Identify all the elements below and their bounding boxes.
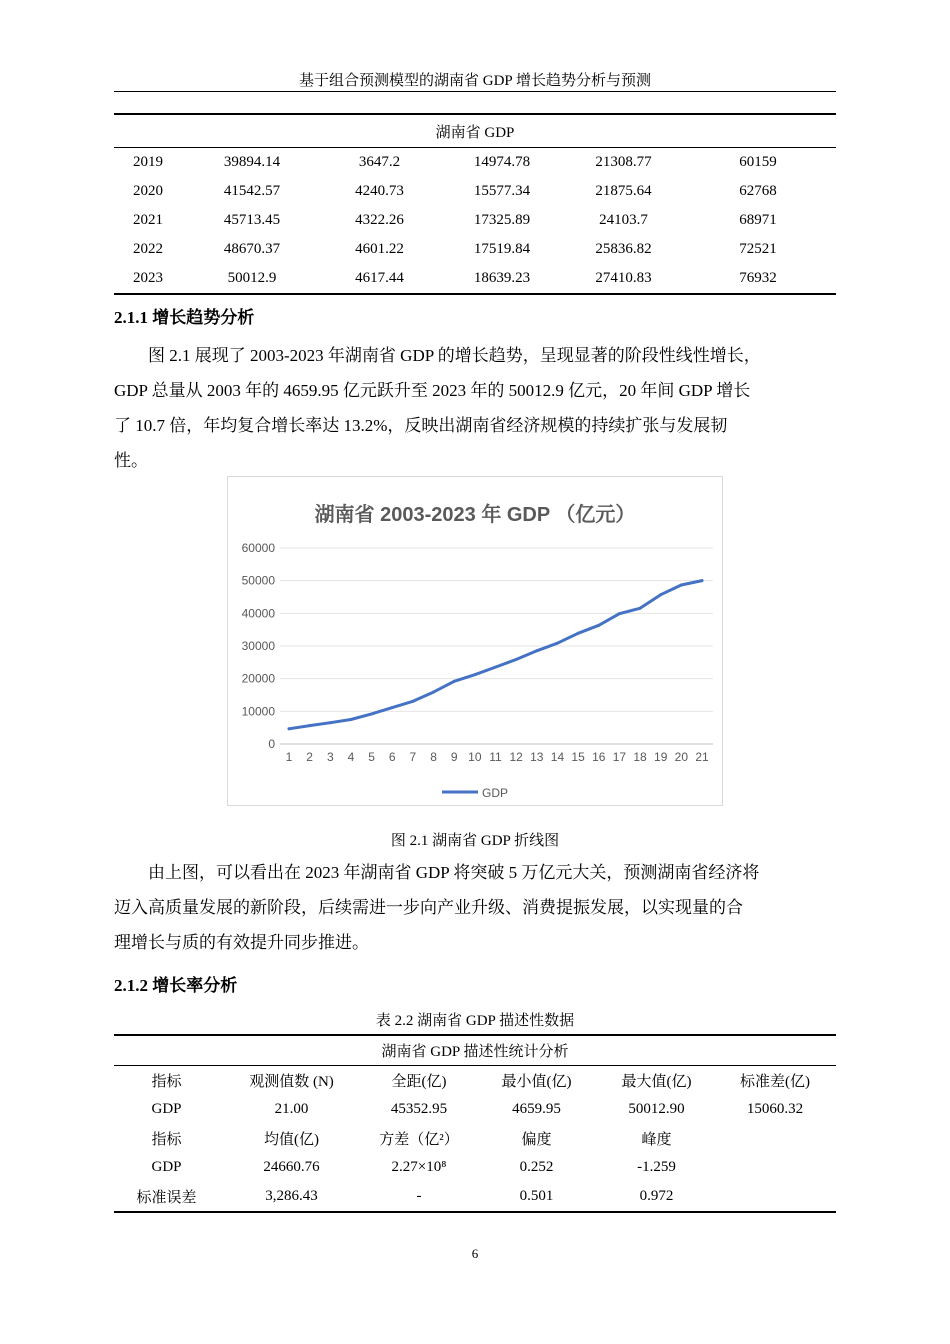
chart-gridlines bbox=[280, 548, 713, 744]
data-point bbox=[535, 649, 538, 652]
table-cell: 4601.22 bbox=[355, 241, 404, 257]
table-cell: 0.252 bbox=[519, 1159, 554, 1175]
table-cell bbox=[714, 1124, 836, 1153]
data-point bbox=[349, 718, 352, 721]
table-cell: 14974.78 bbox=[437, 148, 567, 178]
table-cell: 24103.7 bbox=[599, 212, 648, 228]
table-caption: 湖南省 GDP 描述性统计分析 bbox=[114, 1035, 836, 1066]
table-cell: 4240.73 bbox=[355, 183, 404, 199]
table-cell: 18639.23 bbox=[437, 264, 567, 294]
data-point bbox=[577, 632, 580, 635]
table-row bbox=[114, 177, 836, 206]
table-cell: 50012.9 bbox=[182, 264, 322, 294]
x-tick-label: 1 bbox=[285, 750, 293, 764]
data-point bbox=[639, 607, 642, 610]
data-point bbox=[391, 706, 394, 709]
table-row bbox=[114, 1066, 836, 1096]
table-cell: 27410.83 bbox=[567, 264, 680, 294]
table-row bbox=[114, 1182, 836, 1212]
x-tick-label: 19 bbox=[654, 750, 668, 764]
data-point bbox=[659, 593, 662, 596]
data-point bbox=[597, 624, 600, 627]
data-point bbox=[288, 727, 291, 730]
chart-title: 湖南省 2003-2023 年 GDP （亿元） bbox=[314, 504, 636, 526]
y-tick-label: 40000 bbox=[241, 606, 275, 621]
legend-label: GDP bbox=[482, 786, 509, 800]
data-point bbox=[515, 658, 518, 661]
table-cell: 2019 bbox=[114, 148, 182, 178]
chart-series bbox=[288, 579, 704, 730]
table-cell: 0.972 bbox=[599, 1182, 714, 1212]
x-tick-label: 20 bbox=[674, 750, 689, 764]
table-row bbox=[114, 148, 836, 178]
table-row bbox=[114, 1095, 836, 1124]
x-tick-label: 12 bbox=[509, 750, 523, 764]
paragraph-line: 图 2.1 展现了 2003-2023 年湖南省 GDP 的增长趋势，呈现显著的阶段性线性增长， bbox=[148, 346, 761, 365]
x-tick-label: 15 bbox=[571, 750, 585, 764]
y-tick-label: 0 bbox=[268, 737, 275, 751]
gdp-table bbox=[114, 113, 836, 295]
x-tick-label: 5 bbox=[368, 750, 375, 764]
descriptive-stats-table bbox=[114, 1034, 836, 1213]
y-tick-label: 30000 bbox=[241, 639, 275, 653]
y-tick-label: 20000 bbox=[241, 671, 275, 686]
paragraph-line: 理增长与质的有效提升同步推进。 bbox=[114, 933, 369, 952]
paragraph-outlook bbox=[114, 855, 836, 960]
x-tick-label: 3 bbox=[326, 750, 334, 764]
x-tick-label: 10 bbox=[468, 750, 482, 764]
table-cell: 偏度 bbox=[521, 1132, 552, 1148]
table-cell: 4659.95 bbox=[512, 1101, 561, 1117]
y-tick-label: 10000 bbox=[241, 704, 275, 719]
x-tick-label: 16 bbox=[592, 750, 606, 764]
table-row bbox=[114, 264, 836, 294]
x-tick-label: 8 bbox=[430, 750, 437, 764]
paragraph-line: 了 10.7 倍，年均复合增长率达 13.2%，反映出湖南省经济规模的持续扩张与发展韧 bbox=[114, 416, 728, 435]
table-cell: 45713.45 bbox=[223, 212, 281, 228]
table-cell: 2.27×10⁸ bbox=[391, 1159, 447, 1175]
data-point bbox=[680, 584, 683, 587]
paragraph-line: 性。 bbox=[114, 451, 148, 470]
x-tick-label: 18 bbox=[633, 750, 647, 764]
data-point bbox=[308, 724, 311, 727]
x-tick-label: 2 bbox=[306, 750, 313, 764]
data-point bbox=[556, 642, 559, 645]
data-point bbox=[618, 612, 621, 615]
data-point bbox=[453, 680, 456, 683]
x-tick-label: 6 bbox=[388, 750, 396, 764]
chart-x-ticks bbox=[286, 750, 709, 764]
x-tick-label: 17 bbox=[612, 750, 627, 764]
stats-table-body bbox=[114, 1035, 836, 1212]
table-cell: GDP bbox=[151, 1159, 182, 1175]
table-cell: 观测值数 (N) bbox=[219, 1066, 364, 1096]
gdp-table-body bbox=[114, 114, 836, 294]
table-cell: 21308.77 bbox=[567, 148, 680, 178]
data-point bbox=[370, 712, 373, 715]
paragraph-line: 由上图，可以看出在 2023 年湖南省 GDP 将突破 5 万亿元大关，预测湖南省经济将 bbox=[148, 863, 760, 882]
section-heading-growth-rate: 2.1.2 增长率分析 bbox=[114, 976, 238, 995]
table-cell: 4322.26 bbox=[355, 212, 404, 228]
x-tick-label: 13 bbox=[530, 750, 544, 764]
table-cell: 2020 bbox=[133, 183, 163, 199]
table-cell: 17325.89 bbox=[473, 212, 531, 228]
running-header: 基于组合预测模型的湖南省 GDP 增长趋势分析与预测 bbox=[299, 73, 651, 89]
table-cell: 21.00 bbox=[274, 1101, 309, 1117]
table-cell: 62768 bbox=[739, 183, 777, 199]
paragraph-line: GDP 总量从 2003 年的 4659.95 亿元跃升至 2023 年的 50012.9 亿元，20 年间 GDP 增长 bbox=[114, 381, 751, 400]
table-cell: 48670.37 bbox=[223, 241, 281, 257]
table-cell: 60159 bbox=[680, 148, 836, 178]
y-tick-label: 60000 bbox=[241, 541, 275, 555]
gdp-line-chart bbox=[227, 476, 723, 806]
table-cell: 2021 bbox=[133, 212, 163, 228]
table-cell: 76932 bbox=[680, 264, 836, 294]
table-cell bbox=[714, 1182, 836, 1212]
table-cell: 4617.44 bbox=[322, 264, 437, 294]
table-cell: 0.501 bbox=[474, 1182, 599, 1212]
table-cell: 3,286.43 bbox=[219, 1182, 364, 1212]
section-heading-growth-trend: 2.1.1 增长趋势分析 bbox=[114, 308, 255, 327]
page-number: 6 bbox=[471, 1246, 479, 1261]
table-cell: 25836.82 bbox=[595, 241, 652, 257]
x-tick-label: 21 bbox=[695, 750, 709, 764]
chart-y-ticks bbox=[242, 541, 276, 751]
table-cell: 17519.84 bbox=[473, 241, 531, 257]
table-cell: 方差（亿²） bbox=[379, 1132, 459, 1148]
x-tick-label: 14 bbox=[550, 750, 565, 764]
table-row bbox=[114, 1153, 836, 1182]
data-point bbox=[411, 700, 414, 703]
table-cell: - bbox=[364, 1182, 474, 1212]
table-cell: 最大值(亿) bbox=[599, 1066, 714, 1096]
table-cell: 3647.2 bbox=[322, 148, 437, 178]
table-row bbox=[114, 235, 836, 264]
data-point bbox=[329, 721, 332, 724]
table-row bbox=[114, 206, 836, 235]
table-cell: 标准误差 bbox=[114, 1182, 219, 1212]
table-cell: 15060.32 bbox=[746, 1101, 804, 1117]
table-cell: 15577.34 bbox=[473, 183, 531, 199]
data-point bbox=[494, 666, 497, 669]
table-cell: 39894.14 bbox=[182, 148, 322, 178]
table-row bbox=[114, 1124, 836, 1153]
table-cell: 最小值(亿) bbox=[474, 1066, 599, 1096]
table-cell: 指标 bbox=[114, 1066, 219, 1096]
chart-canvas bbox=[228, 477, 722, 805]
table-cell: 全距(亿) bbox=[364, 1066, 474, 1096]
table-title: 表 2.2 湖南省 GDP 描述性数据 bbox=[375, 1013, 575, 1029]
table-cell: 41542.57 bbox=[223, 183, 281, 199]
x-tick-label: 7 bbox=[409, 750, 417, 764]
header-rule bbox=[114, 91, 836, 92]
table-cell: GDP bbox=[151, 1101, 182, 1117]
table-cell: 68971 bbox=[739, 212, 777, 228]
table-cell: 峰度 bbox=[641, 1132, 672, 1148]
table-cell: -1.259 bbox=[637, 1159, 676, 1175]
table-caption-row bbox=[114, 1035, 836, 1066]
x-tick-label: 9 bbox=[450, 750, 458, 764]
table-cell: 21875.64 bbox=[595, 183, 652, 199]
x-tick-label: 11 bbox=[489, 750, 502, 764]
table-cell: 标准差(亿) bbox=[714, 1066, 836, 1096]
table-cell: 指标 bbox=[151, 1132, 182, 1148]
table-cell: 72521 bbox=[739, 241, 777, 257]
table-cell: 24660.76 bbox=[263, 1159, 320, 1175]
table-cell: 2023 bbox=[114, 264, 182, 294]
data-point bbox=[701, 579, 704, 582]
paragraph-line: 迈入高质量发展的新阶段，后续需进一步向产业升级、消费提振发展，以实现量的合 bbox=[114, 898, 743, 917]
table-caption-row bbox=[114, 114, 836, 148]
table-cell: 2022 bbox=[133, 241, 163, 257]
y-tick-label: 50000 bbox=[241, 573, 275, 588]
x-tick-label: 4 bbox=[347, 750, 355, 764]
figure-caption: 图 2.1 湖南省 GDP 折线图 bbox=[390, 833, 560, 849]
data-point bbox=[473, 673, 476, 676]
table-cell: 45352.95 bbox=[390, 1101, 448, 1117]
table-caption: 湖南省 GDP bbox=[114, 114, 836, 148]
table-cell bbox=[714, 1153, 836, 1182]
chart-legend bbox=[442, 786, 508, 800]
series-line-gdp bbox=[289, 581, 702, 729]
data-point bbox=[432, 691, 435, 694]
table-cell: 50012.90 bbox=[628, 1101, 685, 1117]
paragraph-trend bbox=[114, 338, 836, 478]
table-cell: 均值(亿) bbox=[264, 1132, 319, 1148]
